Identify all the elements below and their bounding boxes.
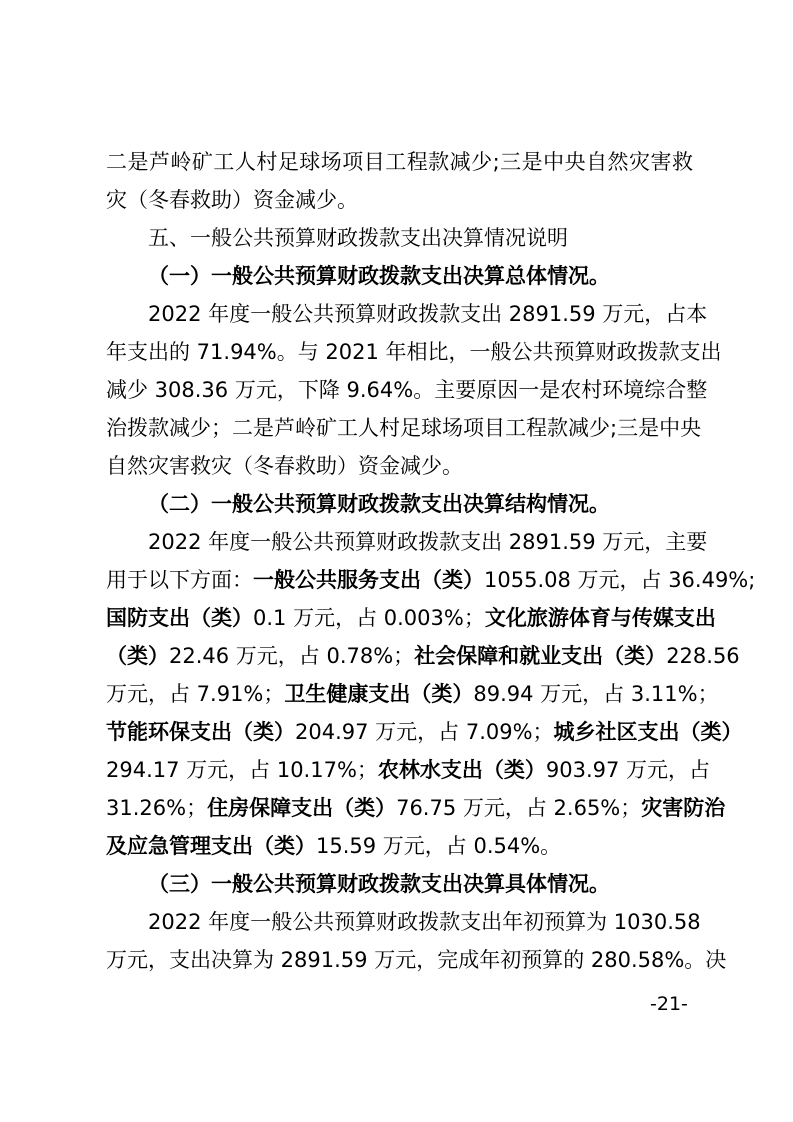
bold-text-run: 及应急管理支出（类） bbox=[106, 834, 316, 858]
bold-text-run: 一般公共服务支出（类） bbox=[253, 568, 484, 592]
subsection-heading bbox=[106, 865, 693, 903]
text-run: （三）一般公共预算财政拨款支出决算具体情况。 bbox=[148, 872, 610, 896]
text-run: 15.59 万元，占 0.54%。 bbox=[316, 834, 562, 858]
text-run: 294.17 万元，占 10.17%； bbox=[106, 758, 378, 782]
bold-text-run: 节能环保支出（类） bbox=[106, 720, 295, 744]
paragraph-line bbox=[106, 751, 711, 789]
paragraph-line bbox=[106, 181, 693, 219]
bold-text-run: （类） bbox=[106, 644, 169, 668]
bold-text-run: 灾害防治 bbox=[641, 796, 726, 820]
text-run: （二）一般公共预算财政拨款支出决算结构情况。 bbox=[148, 492, 610, 516]
section-heading bbox=[106, 219, 693, 257]
bold-text-run: 国防支出（类） bbox=[106, 606, 253, 630]
paragraph-line bbox=[106, 637, 740, 675]
text-run: 2022 年度一般公共预算财政拨款支出年初预算为 1030.58 bbox=[148, 910, 701, 934]
paragraph-line bbox=[106, 371, 708, 409]
text-run: 灾（冬春救助）资金减少。 bbox=[106, 188, 358, 212]
text-run: （一）一般公共预算财政拨款支出决算总体情况。 bbox=[148, 264, 610, 288]
page-number: -21- bbox=[650, 993, 688, 1015]
text-run: 万元，占 7.91%； bbox=[106, 682, 285, 706]
text-run: 自然灾害救灾（冬春救助）资金减少。 bbox=[106, 454, 463, 478]
text-run: 万元，支出决算为 2891.59 万元，完成年初预算的 280.58%。决 bbox=[106, 948, 727, 972]
text-run: 二是芦岭矿工人村足球场项目工程款减少;三是中央自然灾害救 bbox=[106, 150, 693, 174]
paragraph-line bbox=[106, 599, 716, 637]
paragraph-line bbox=[106, 295, 708, 333]
paragraph-line bbox=[106, 409, 702, 447]
text-run: 2022 年度一般公共预算财政拨款支出 2891.59 万元，主要 bbox=[148, 530, 708, 554]
bold-text-run: 城乡社区支出（类） bbox=[553, 720, 743, 744]
paragraph-line bbox=[106, 561, 756, 599]
paragraph-line bbox=[106, 143, 693, 181]
text-run: 年支出的 71.94%。与 2021 年相比，一般公共预算财政拨款支出 bbox=[106, 340, 722, 364]
text-run: 228.56 bbox=[666, 644, 740, 668]
paragraph-line bbox=[106, 333, 722, 371]
text-run: 22.46 万元，占 0.78%； bbox=[169, 644, 415, 668]
document-page bbox=[106, 143, 756, 979]
text-run: 五、一般公共预算财政拨款支出决算情况说明 bbox=[148, 226, 568, 250]
paragraph-line bbox=[106, 827, 693, 865]
paragraph-line bbox=[106, 447, 693, 485]
paragraph-line bbox=[106, 903, 701, 941]
text-run: 0.1 万元，占 0.003%； bbox=[253, 606, 485, 630]
text-run: 31.26%； bbox=[106, 796, 208, 820]
text-run: 204.97 万元，占 7.09%； bbox=[295, 720, 554, 744]
text-run: 89.94 万元，占 3.11%； bbox=[473, 682, 719, 706]
paragraph-line bbox=[106, 675, 719, 713]
subsection-heading bbox=[106, 485, 693, 523]
text-run: 减少 308.36 万元，下降 9.64%。主要原因一是农村环境综合整 bbox=[106, 378, 708, 402]
paragraph-line bbox=[106, 713, 743, 751]
bold-text-run: 农林水支出（类） bbox=[377, 758, 546, 782]
bold-text-run: 社会保障和就业支出（类） bbox=[414, 644, 667, 668]
paragraph-line bbox=[106, 941, 727, 979]
text-run: 2022 年度一般公共预算财政拨款支出 2891.59 万元，占本 bbox=[148, 302, 708, 326]
text-run: 治拨款减少；二是芦岭矿工人村足球场项目工程款减少;三是中央 bbox=[106, 416, 702, 440]
text-run: 1055.08 万元，占 36.49%; bbox=[484, 568, 756, 592]
bold-text-run: 住房保障支出（类） bbox=[207, 796, 397, 820]
subsection-heading bbox=[106, 257, 693, 295]
paragraph-line bbox=[106, 523, 708, 561]
text-run: 用于以下方面： bbox=[106, 568, 253, 592]
paragraph-line bbox=[106, 789, 726, 827]
bold-text-run: 文化旅游体育与传媒支出 bbox=[484, 606, 716, 630]
text-run: 903.97 万元，占 bbox=[545, 758, 711, 782]
text-run: 76.75 万元，占 2.65%； bbox=[396, 796, 642, 820]
bold-text-run: 卫生健康支出（类） bbox=[284, 682, 474, 706]
